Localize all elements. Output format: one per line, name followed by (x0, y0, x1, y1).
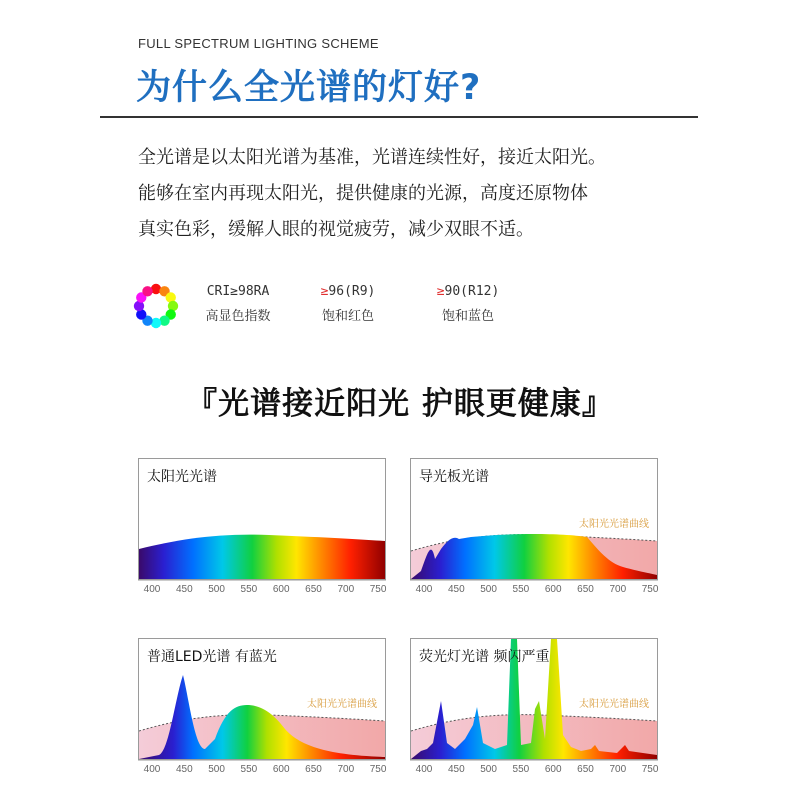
axis-tick-label: 650 (577, 584, 594, 595)
axis-tick-label: 500 (208, 764, 225, 775)
stat-value: CRI≥98RA (206, 284, 270, 299)
panel-title: 荧光灯光谱 频闪严重 (419, 649, 550, 665)
page-title: 为什么全光谱的灯好? (136, 68, 482, 108)
wavelength-axis (410, 760, 658, 778)
axis-tick-label: 700 (337, 764, 355, 775)
description (138, 140, 606, 248)
axis-tick-label: 400 (415, 584, 433, 595)
stat-label: 高显色指数 (205, 309, 271, 324)
panel-title: 太阳光光谱 (147, 469, 217, 485)
axis-tick-label: 700 (609, 584, 627, 595)
axis-tick-label: 700 (337, 584, 355, 595)
curve-label: 太阳光光谱曲线 (579, 519, 649, 530)
panel-title: 普通LED光谱 有蓝光 (147, 649, 277, 665)
stat-value: ≥96(R9) (320, 284, 376, 299)
axis-tick-label: 750 (641, 764, 659, 775)
axis-tick-label: 600 (544, 584, 562, 595)
spectrum-panel-sunlight (138, 458, 386, 580)
axis-tick-label: 650 (577, 764, 594, 775)
axis-tick-label: 450 (447, 764, 465, 775)
axis-tick-label: 450 (447, 584, 465, 595)
color-wheel-dot (142, 286, 152, 296)
axis-tick-label: 550 (512, 764, 530, 775)
stat-r9 (308, 284, 388, 324)
spectrum-panel-fluorescent (410, 638, 658, 760)
axis-tick-label: 500 (480, 584, 497, 595)
stat-value: ≥90(R12) (436, 284, 500, 299)
stat-label: 饱和蓝色 (441, 309, 494, 324)
axis-tick-label: 400 (143, 584, 161, 595)
axis-tick-label: 500 (208, 584, 225, 595)
axis-tick-label: 500 (480, 764, 497, 775)
spectrum-panel-light-guide (410, 458, 658, 580)
description-line: 全光谱是以太阳光谱为基准，光谱连续性好，接近太阳光。 (138, 147, 606, 168)
axis-tick-label: 750 (641, 584, 659, 595)
title-divider (100, 116, 698, 118)
color-wheel-icon (132, 282, 180, 330)
slogan: 『光谱接近阳光 护眼更健康』 (186, 386, 614, 422)
stat-r12 (426, 284, 510, 324)
spectrum-panel-led (138, 638, 386, 760)
panel-title: 导光板光谱 (419, 469, 489, 485)
axis-tick-label: 650 (305, 584, 322, 595)
axis-tick-label: 400 (415, 764, 433, 775)
axis-tick-label: 550 (240, 584, 258, 595)
stat-label: 饱和红色 (321, 309, 374, 324)
description-line: 真实色彩，缓解人眼的视觉疲劳，减少双眼不适。 (138, 219, 534, 240)
wavelength-axis (138, 580, 386, 598)
axis-tick-label: 450 (175, 584, 193, 595)
axis-tick-label: 400 (143, 764, 161, 775)
axis-tick-label: 450 (175, 764, 193, 775)
description-line: 能够在室内再现太阳光，提供健康的光源，高度还原物体 (138, 183, 588, 204)
stat-cri (188, 284, 288, 324)
subtitle-en: FULL SPECTRUM LIGHTING SCHEME (138, 36, 379, 51)
axis-tick-label: 700 (609, 764, 627, 775)
axis-tick-label: 600 (272, 584, 290, 595)
wavelength-axis (410, 580, 658, 598)
axis-tick-label: 550 (512, 584, 530, 595)
axis-tick-label: 750 (369, 584, 387, 595)
axis-tick-label: 650 (305, 764, 322, 775)
curve-label: 太阳光光谱曲线 (307, 699, 377, 710)
axis-tick-label: 750 (369, 764, 387, 775)
axis-tick-label: 550 (240, 764, 258, 775)
curve-label: 太阳光光谱曲线 (579, 699, 649, 710)
axis-tick-label: 600 (544, 764, 562, 775)
wavelength-axis (138, 760, 386, 778)
axis-tick-label: 600 (272, 764, 290, 775)
